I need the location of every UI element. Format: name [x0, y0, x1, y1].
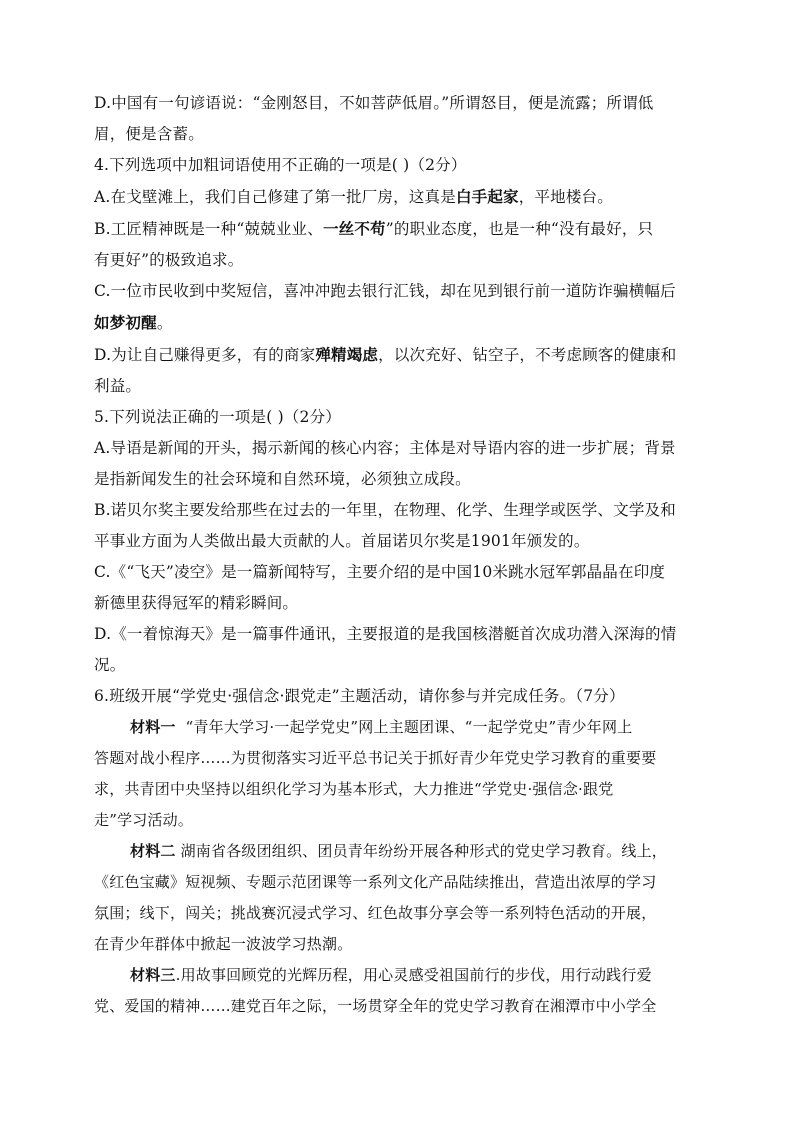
material-3-label: 材料三: [130, 966, 176, 984]
material-1-label: 材料一: [130, 718, 176, 736]
q4-option-c-line2: [94, 307, 704, 339]
q5-option-b-line2: 平事业方面为人类做出最大贡献的人。首届诺贝尔奖是1901年颁发的。: [94, 532, 590, 550]
material-2-line2: 《红色宝藏》短视频、专题示范团课等一系列文化产品陆续推出，营造出浓厚的学习: [94, 873, 657, 891]
q4-option-a: [94, 181, 704, 213]
q5-option-a-line2: 是指新闻发生的社会环境和自然环境，必须独立成段。: [94, 470, 471, 488]
q4-b-bold-word: 一丝不苟: [322, 219, 386, 238]
material-1-text: “青年大学习·一起学党史”网上主题团课、“一起学党史”青少年网上: [185, 718, 633, 736]
material-2-line1: [94, 836, 704, 867]
material-2-label: 材料二: [130, 842, 176, 860]
material-3-line1: [94, 960, 704, 991]
material-2-line3: 氛围；线下，闯关；挑战赛沉浸式学习、红色故事分享会等一系列特色活动的开展，: [94, 904, 657, 922]
material-3-text: .用故事回顾党的光辉历程，用心灵感受祖国前行的步伐，用行动践行爱: [175, 966, 652, 984]
q4-stem: 4.下列选项中加粗词语使用不正确的一项是( )（2分）: [94, 156, 467, 174]
material-1-line2: 答题对战小程序……为贯彻落实习近平总书记关于抓好青少年党史学习教育的重要要: [94, 749, 657, 767]
q4-option-b-line2: 有更好”的极致追求。: [94, 251, 244, 269]
q4-c-text-end: 。: [156, 314, 173, 332]
q5-option-d-line1: D.《一着惊海天》是一篇事件通讯，主要报道的是我国核潜艇首次成功潜入深海的情: [94, 625, 677, 643]
q4-option-d-line2: 利益。: [94, 377, 142, 395]
q4-a-text-end: ，平地楼台。: [518, 188, 613, 206]
q3-option-d-line1: D.中国有一句谚语说：“金刚怒目，不如菩萨低眉。”所谓怒目，便是流露；所谓低: [94, 94, 654, 112]
q4-c-bold-word: 如梦初醒: [94, 313, 157, 332]
document-body: [94, 88, 704, 1022]
material-1-line3: 求，共青团中央坚持以组织化学习为基本形式，大力推进“学党史·强信念·跟党: [94, 780, 614, 798]
q4-option-c-line1: C.一位市民收到中奖短信，喜冲冲跑去银行汇钱，却在见到银行前一道防诈骗横幅后: [94, 282, 676, 300]
q4-b-text: B.工匠精神既是一种“兢兢业业、: [94, 220, 323, 238]
q6-stem: 6.班级开展“学党史·强信念·跟党走”主题活动，请你参与并完成任务。（7分）: [94, 687, 625, 705]
material-1-line1: [94, 712, 704, 743]
q4-d-text: D.为让自己赚得更多，有的商家: [94, 346, 316, 364]
q5-option-d-line2: 况。: [94, 656, 126, 674]
q4-option-d-line1: [94, 339, 704, 371]
q5-stem: 5.下列说法正确的一项是( )（2分）: [94, 408, 341, 426]
q5-option-b-line1: B.诺贝尔奖主要发给那些在过去的一年里，在物理、化学、生理学或医学、文学及和: [94, 501, 676, 519]
q4-b-text-end: ”的职业态度，也是一种“没有最好，只: [385, 220, 654, 238]
q5-option-a-line1: A.导语是新闻的开头，揭示新闻的核心内容；主体是对导语内容的进一步扩展；背景: [94, 439, 676, 457]
material-2-text: 湖南省各级团组织、团员青年纷纷开展各种形式的党史学习教育。线上，: [180, 842, 667, 860]
q4-a-text: A.在戈壁滩上，我们自己修建了第一批厂房，这真是: [94, 188, 456, 206]
q4-d-bold-word: 殚精竭虑: [315, 345, 379, 364]
q4-option-b-line1: [94, 213, 704, 245]
material-1-line4: 走”学习活动。: [94, 811, 194, 829]
q5-option-c-line1: C.《“飞天”凌空》是一篇新闻特写，主要介绍的是中国10米跳水冠军郭晶晶在印度: [94, 563, 666, 581]
q5-option-c-line2: 新德里获得冠军的精彩瞬间。: [94, 594, 299, 612]
q3-option-d-line2: 眉，便是含蓄。: [94, 125, 204, 143]
material-2-line4: 在青少年群体中掀起一波波学习热潮。: [94, 935, 353, 953]
q4-a-bold-word: 白手起家: [455, 187, 519, 206]
q4-d-text-end: ，以次充好、钻空子，不考虑顾客的健康和: [378, 346, 677, 364]
material-3-line2: 党、爱国的精神……建党百年之际，一场贯穿全年的党史学习教育在湘潭市中小学全: [94, 997, 657, 1015]
